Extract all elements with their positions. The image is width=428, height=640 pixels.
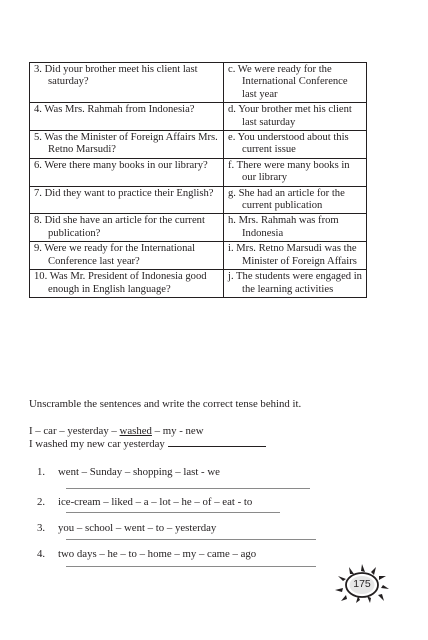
answer-line[interactable]: [66, 539, 316, 540]
question-cell: [30, 103, 224, 131]
example-prompt-part: – my - new: [151, 425, 204, 437]
answer-text: c. We were ready for the International Conference last year: [228, 64, 348, 100]
question-cell: [30, 186, 224, 214]
example-prompt: [29, 425, 204, 437]
question-cell: [30, 214, 224, 242]
question-cell: [30, 131, 224, 159]
example-answer: [29, 437, 266, 450]
question-text: 3. Did your brother meet his client last saturday?: [34, 64, 198, 88]
example-answer-text: I washed my new car yesterday: [29, 438, 165, 450]
table-row: [30, 186, 367, 214]
item-number: 4.: [37, 548, 46, 560]
table-row: [30, 103, 367, 131]
question-text: 4. Was Mrs. Rahmah from Indonesia?: [34, 104, 195, 116]
table-row: [30, 214, 367, 242]
question-text: 6. Were there many books in our library?: [34, 159, 208, 171]
question-text: 10. Was Mr. President of Indonesia good enough in English language?: [34, 271, 207, 295]
item-number: 1.: [37, 466, 46, 478]
item-number: 3.: [37, 522, 46, 534]
answer-cell: [224, 63, 367, 103]
page-number: 175: [353, 578, 371, 590]
exercise-item: [37, 466, 220, 478]
question-text: 5. Was the Minister of Foreign Affairs Mrs. Retno Marsudi?: [34, 132, 218, 156]
matching-table: [29, 62, 367, 298]
answer-cell: [224, 270, 367, 298]
answer-text: i. Mrs. Retno Marsudi was the Minister of Foreign Affairs: [228, 243, 357, 267]
answer-line[interactable]: [66, 512, 280, 513]
question-cell: [30, 63, 224, 103]
table-row: [30, 270, 367, 298]
table-row: [30, 131, 367, 159]
item-text: you – school – went – to – yesterday: [58, 522, 217, 534]
question-text: 7. Did they want to practice their English?: [34, 187, 214, 199]
example-answer-line: [168, 437, 266, 447]
question-cell: [30, 158, 224, 186]
answer-cell: [224, 158, 367, 186]
answer-text: f. There were many books in our library: [228, 159, 350, 184]
answer-text: g. She had an article for the current publication: [228, 187, 345, 212]
answer-cell: [224, 214, 367, 242]
exercise-instruction: Unscramble the sentences and write the correct tense behind it.: [29, 398, 302, 410]
item-number: 2.: [37, 496, 46, 508]
example-prompt-part: I – car – yesterday –: [29, 425, 120, 437]
answer-cell: [224, 103, 367, 131]
table-row: [30, 63, 367, 103]
item-text: went – Sunday – shopping – last - we: [58, 466, 220, 478]
table-row: [30, 242, 367, 270]
answer-cell: [224, 186, 367, 214]
answer-line[interactable]: [66, 566, 316, 567]
answer-cell: [224, 131, 367, 159]
exercise-item: [37, 522, 216, 534]
question-cell: [30, 270, 224, 298]
item-text: two days – he – to – home – my – came – ago: [58, 548, 257, 560]
answer-line[interactable]: [66, 488, 310, 489]
answer-cell: [224, 242, 367, 270]
question-cell: [30, 242, 224, 270]
answer-text: j. The students were engaged in the learning activities: [228, 271, 362, 295]
table-row: [30, 158, 367, 186]
answer-text: e. You understood about this current issue: [228, 132, 349, 156]
question-text: 8. Did she have an article for the current publication?: [34, 215, 205, 239]
exercise-item: [37, 496, 252, 508]
item-text: ice-cream – liked – a – lot – he – of – eat - to: [58, 496, 253, 508]
example-prompt-underlined: washed: [119, 425, 152, 437]
exercise-item: [37, 548, 256, 560]
question-text: 9. Were we ready for the International Conference last year?: [34, 243, 196, 267]
answer-text: d. Your brother met his client last saturday: [228, 104, 352, 128]
answer-text: h. Mrs. Rahmah was from Indonesia: [228, 215, 339, 239]
